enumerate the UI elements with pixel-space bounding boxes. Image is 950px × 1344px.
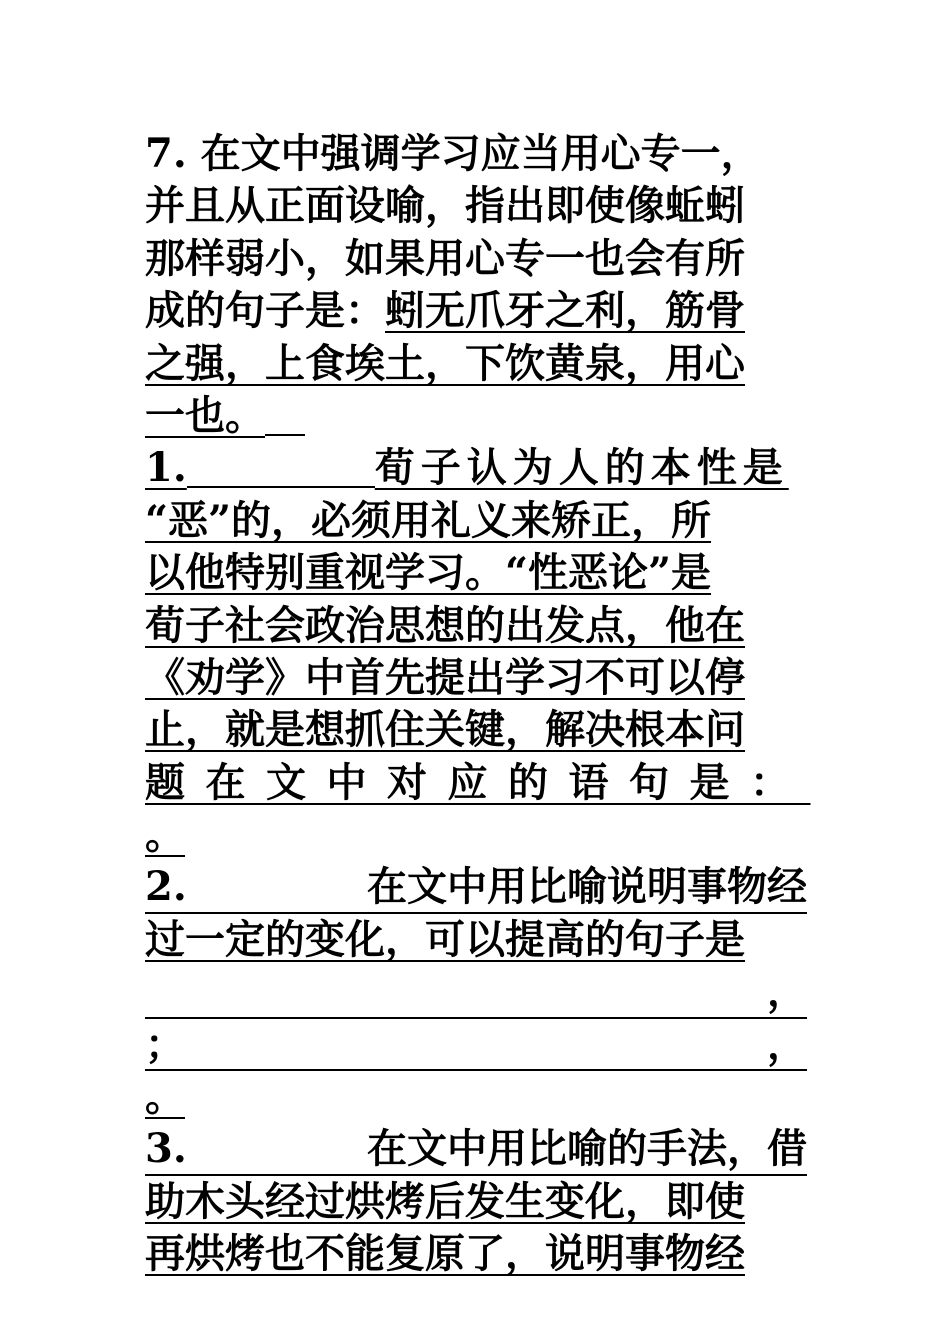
q2-comma: ， (767, 968, 807, 1016)
q3-line-2: 助木头经过烘烤后发生变化，即使 (145, 1177, 745, 1225)
q1-number: 1. (145, 444, 187, 492)
q1-line-6: 止，就是想抓住关键，解决根本问 (145, 706, 745, 754)
q1-line-8 (145, 809, 807, 861)
q2-number: 2. (145, 863, 187, 911)
q7-line-2: 并且从正面设喻，指出即使像蚯蚓 (145, 182, 745, 230)
q3-line-1 (145, 1123, 807, 1175)
q2-line-2: 过一定的变化，可以提高的句子是 (145, 915, 745, 963)
q2-comma: ， (767, 1020, 807, 1068)
q1-text: 荀子认为人的本性是 (374, 444, 789, 492)
q2-line-5 (145, 1071, 807, 1123)
answer-blank[interactable] (187, 486, 375, 488)
document-body (145, 128, 811, 1281)
q7-line-3: 那样弱小，如果用心专一也会有所 (145, 234, 745, 282)
q7-line-6 (145, 390, 807, 442)
q1-line-4: 荀子社会政治思想的出发点，他在 (145, 601, 745, 649)
answer-blank[interactable] (265, 434, 305, 436)
q1-line-1 (145, 442, 807, 494)
q1-line-3: 以他特别重视学习。“性恶论”是 (145, 549, 712, 597)
q2-line-4[interactable] (145, 1019, 807, 1071)
q7-line-1: 7. 在文中强调学习应当用心专一， (145, 130, 761, 177)
q1-line-5: 《劝学》中首先提出学习不可以停 (145, 653, 745, 701)
q7-answer-text: 蚓无爪牙之利，筋骨 (385, 287, 745, 335)
q2-line-3[interactable] (145, 966, 807, 1018)
q3-number: 3. (145, 1125, 187, 1173)
q7-line-4 (145, 285, 807, 337)
q7-prompt-text: 成的句子是： (145, 287, 385, 335)
q1-end-mark: 。 (145, 811, 185, 859)
q2-text: 在文中用比喻说明事物经 (367, 863, 807, 911)
q7-answer-text: 之强，上食埃土，下饮黄泉，用心 (145, 339, 745, 387)
q3-text: 在文中用比喻的手法，借 (367, 1125, 807, 1173)
q2-line-1 (145, 861, 807, 913)
q1-line-2: “恶”的，必须用礼义来矫正，所 (145, 496, 712, 544)
q2-semicolon: ； (145, 1020, 185, 1068)
q7-answer-text: 一也。 (145, 391, 265, 439)
q7-line-5 (145, 338, 807, 390)
q1-line-7: 题在文中对应的语句是： (145, 758, 811, 806)
q2-end-mark: 。 (145, 1073, 185, 1121)
q3-line-3: 再烘烤也不能复原了，说明事物经 (145, 1230, 745, 1278)
